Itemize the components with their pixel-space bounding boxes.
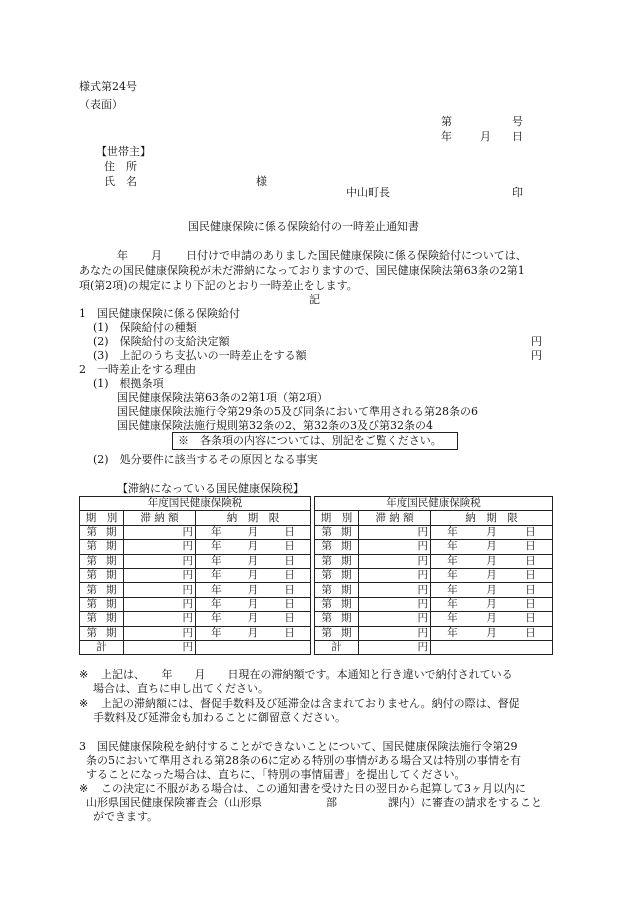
appeal-line: 山形県国民健康保険審査会（山形県 — [86, 796, 262, 809]
due-year: 年 — [211, 583, 222, 596]
section2-sub2: (2) 処分要件に該当するその原因となる事実 — [93, 453, 318, 466]
due-year: 年 — [211, 554, 222, 567]
period-prefix: 第 — [321, 612, 333, 625]
period-prefix: 第 — [86, 612, 97, 625]
period-prefix: 第 — [86, 525, 97, 538]
due-day: 日 — [525, 569, 536, 582]
date-day: 日 — [512, 130, 523, 143]
amount-unit: 円 — [182, 583, 193, 596]
total-label: 計 — [331, 641, 342, 654]
amount-unit: 円 — [182, 612, 193, 625]
due-day: 日 — [284, 525, 295, 538]
doc-no-suffix: 号 — [512, 115, 523, 128]
appeal-line: この決定に不服がある場合は、この通知書を受けた日の翌日から起算して3ヶ月以内に — [101, 782, 526, 795]
column-header-due: 納 期 限 — [465, 511, 518, 524]
due-month: 月 — [247, 525, 259, 538]
period-suffix: 期 — [341, 612, 352, 625]
due-month: 月 — [486, 569, 497, 582]
table-total-row — [80, 640, 553, 654]
column-header-amount: 滞 納 額 — [375, 511, 414, 524]
period-suffix: 期 — [341, 525, 352, 538]
date-month: 月 — [480, 130, 491, 143]
due-month: 月 — [486, 554, 497, 567]
due-month: 月 — [486, 597, 497, 610]
notice-text: ※ 各条項の内容については、別記をご覧ください。 — [178, 434, 442, 447]
section1-unit: 円 — [531, 349, 542, 362]
amount-unit: 円 — [182, 597, 193, 610]
note-line: 上記の滞納額には、督促手数料及び延滞金は含まれておりません。納付の際は、督促 — [101, 697, 520, 710]
period-prefix: 第 — [321, 554, 333, 567]
note-line: 手数料及び延滞金も加わることに御留意ください。 — [93, 711, 346, 724]
table-row — [80, 568, 553, 582]
due-month: 月 — [486, 540, 497, 553]
amount-unit: 円 — [417, 583, 429, 596]
note-line: 場合は、直ちに申し出てください。 — [93, 682, 269, 695]
due-year: 年 — [447, 540, 458, 553]
ki-heading: 記 — [309, 293, 320, 306]
period-prefix: 第 — [321, 597, 333, 610]
total-label: 計 — [96, 641, 107, 654]
due-day: 日 — [525, 525, 536, 538]
due-month: 月 — [247, 597, 259, 610]
table-header-row — [80, 511, 553, 525]
doc-no-prefix: 第 — [441, 115, 452, 128]
amount-unit: 円 — [417, 612, 429, 625]
period-suffix: 期 — [341, 540, 352, 553]
period-prefix: 第 — [86, 583, 97, 596]
period-suffix: 期 — [106, 583, 117, 596]
due-year: 年 — [447, 626, 458, 639]
appeal-mark: ※ — [79, 782, 89, 795]
period-suffix: 期 — [341, 554, 352, 567]
section1-item: (1) 保険給付の種類 — [93, 321, 197, 334]
due-year: 年 — [447, 597, 458, 610]
amount-unit: 円 — [417, 554, 429, 567]
section1-item: (2) 保険給付の支給決定額 — [93, 335, 230, 348]
arrears-caption: 【滞納になっている国民健康保険税】 — [117, 482, 304, 495]
period-prefix: 第 — [321, 569, 333, 582]
issuer-name: 中山町長 — [346, 186, 390, 199]
recipient-heading: 【世帯主】 — [96, 145, 151, 158]
period-suffix: 期 — [341, 626, 352, 639]
due-day: 日 — [284, 612, 295, 625]
amount-unit: 円 — [182, 626, 193, 639]
group-header: 年度国民健康保険税 — [147, 497, 243, 510]
amount-unit: 円 — [182, 569, 193, 582]
due-day: 日 — [525, 583, 536, 596]
due-day: 日 — [284, 583, 295, 596]
table-row — [80, 525, 553, 539]
period-suffix: 期 — [106, 612, 117, 625]
due-month: 月 — [247, 569, 259, 582]
table-row — [80, 554, 553, 568]
document-title: 国民健康保険に係る保険給付の一時差止通知書 — [188, 220, 419, 233]
period-prefix: 第 — [86, 540, 97, 553]
section1-unit: 円 — [531, 335, 542, 348]
section2-sub1: (1) 根拠条項 — [93, 377, 164, 390]
due-month: 月 — [247, 583, 259, 596]
due-day: 日 — [525, 612, 536, 625]
honorific: 様 — [256, 175, 267, 188]
due-year: 年 — [447, 554, 458, 567]
due-year: 年 — [447, 612, 458, 625]
amount-unit: 円 — [417, 540, 429, 553]
section1-heading: 1 国民健康保険に係る保険給付 — [79, 307, 240, 320]
period-prefix: 第 — [321, 626, 333, 639]
date-year: 年 — [441, 130, 452, 143]
intro-line3: 項(第2項)の規定により下記のとおり一時差止をします。 — [79, 279, 358, 292]
period-prefix: 第 — [86, 597, 97, 610]
due-year: 年 — [447, 525, 458, 538]
due-day: 日 — [284, 597, 295, 610]
period-suffix: 期 — [341, 583, 352, 596]
section1-item: (3) 上記のうち支払いの一時差止をする額 — [93, 349, 307, 362]
due-month: 月 — [486, 525, 497, 538]
column-header-amount: 滞 納 額 — [140, 511, 179, 524]
table-row — [80, 612, 553, 626]
section3-line: 条の5において準用される第28条の6に定める特別の事情がある場合又は特別の事情を有 — [86, 754, 521, 767]
issuer-seal: 印 — [512, 186, 523, 199]
group-header: 年度国民健康保険税 — [386, 497, 481, 510]
clause: 国民健康保険法施行令第29条の5及び同条において準用される第28条の6 — [117, 405, 478, 418]
section3-line: することになった場合は、直ちに、「特別の事情届書」を提出してください。 — [86, 768, 466, 781]
clause: 国民健康保険法第63条の2第1項（第2項） — [117, 391, 328, 404]
section2-heading: 2 一時差止をする理由 — [79, 363, 196, 376]
table-row — [80, 583, 553, 597]
due-year: 年 — [447, 583, 458, 596]
period-suffix: 期 — [106, 540, 117, 553]
amount-unit: 円 — [417, 569, 429, 582]
due-month: 月 — [247, 554, 259, 567]
due-month: 月 — [486, 583, 497, 596]
due-year: 年 — [211, 569, 222, 582]
amount-unit: 円 — [417, 597, 429, 610]
due-year: 年 — [211, 525, 222, 538]
due-day: 日 — [284, 554, 295, 567]
due-year: 年 — [447, 569, 458, 582]
period-suffix: 期 — [106, 554, 117, 567]
due-day: 日 — [525, 597, 536, 610]
due-year: 年 — [211, 597, 222, 610]
period-suffix: 期 — [106, 525, 117, 538]
amount-unit: 円 — [417, 626, 429, 639]
clause: 国民健康保険法施行規則第32条の2、第32条の3及び第32条の4 — [117, 419, 433, 432]
address-label: 住 所 — [104, 160, 137, 173]
period-prefix: 第 — [86, 554, 97, 567]
amount-unit: 円 — [417, 525, 429, 538]
intro-line1: 日付けで申請のありました国民健康保険に係る保険給付については、 — [186, 249, 527, 262]
due-month: 月 — [247, 612, 259, 625]
amount-unit: 円 — [182, 540, 193, 553]
period-suffix: 期 — [341, 597, 352, 610]
total-unit: 円 — [417, 641, 429, 654]
due-day: 日 — [525, 626, 536, 639]
due-month: 月 — [247, 540, 259, 553]
period-suffix: 期 — [106, 626, 117, 639]
due-day: 日 — [284, 540, 295, 553]
column-header-due: 納 期 限 — [226, 511, 280, 524]
note-mark: ※ — [79, 668, 89, 681]
due-day: 日 — [525, 554, 536, 567]
period-prefix: 第 — [321, 540, 333, 553]
period-prefix: 第 — [321, 525, 333, 538]
amount-unit: 円 — [182, 554, 193, 567]
column-header-period: 期 別 — [320, 511, 353, 524]
form-number: 様式第24号 — [79, 80, 137, 93]
table-row — [80, 540, 553, 554]
due-day: 日 — [284, 569, 295, 582]
note-mark: ※ — [79, 697, 89, 710]
due-month: 月 — [486, 626, 497, 639]
period-suffix: 期 — [106, 597, 117, 610]
intro-month: 月 — [151, 249, 162, 262]
period-prefix: 第 — [86, 569, 97, 582]
due-month: 月 — [486, 612, 497, 625]
due-year: 年 — [211, 626, 222, 639]
due-day: 日 — [525, 540, 536, 553]
arrears-table — [79, 496, 553, 655]
due-month: 月 — [247, 626, 259, 639]
due-year: 年 — [211, 540, 222, 553]
note-line: 上記は、 年 月 日現在の滞納額です。本通知と行き違いで納付されている — [101, 668, 513, 681]
period-prefix: 第 — [86, 626, 97, 639]
due-day: 日 — [284, 626, 295, 639]
table-header-row — [80, 497, 553, 511]
notice-box — [172, 432, 458, 450]
total-unit: 円 — [182, 641, 193, 654]
intro-line2: あなたの国民健康保険税が未だ滞納になっておりますので、国民健康保険法第63条の2第1 — [79, 264, 525, 277]
table-row — [80, 626, 553, 640]
period-suffix: 期 — [341, 569, 352, 582]
due-year: 年 — [211, 612, 222, 625]
intro-year: 年 — [117, 249, 128, 262]
name-label: 氏 名 — [104, 175, 137, 188]
table-row — [80, 597, 553, 611]
period-suffix: 期 — [106, 569, 117, 582]
appeal-line: ができます。 — [93, 810, 159, 823]
column-header-period: 期 別 — [85, 511, 118, 524]
appeal-line: 部 — [326, 796, 337, 809]
period-prefix: 第 — [321, 583, 333, 596]
form-side: （表面） — [79, 98, 123, 111]
amount-unit: 円 — [182, 525, 193, 538]
section3-line: 3 国民健康保険税を納付することができないことについて、国民健康保険法施行令第29 — [79, 740, 518, 753]
appeal-line: 課内）に審査の請求をすること — [388, 796, 542, 809]
